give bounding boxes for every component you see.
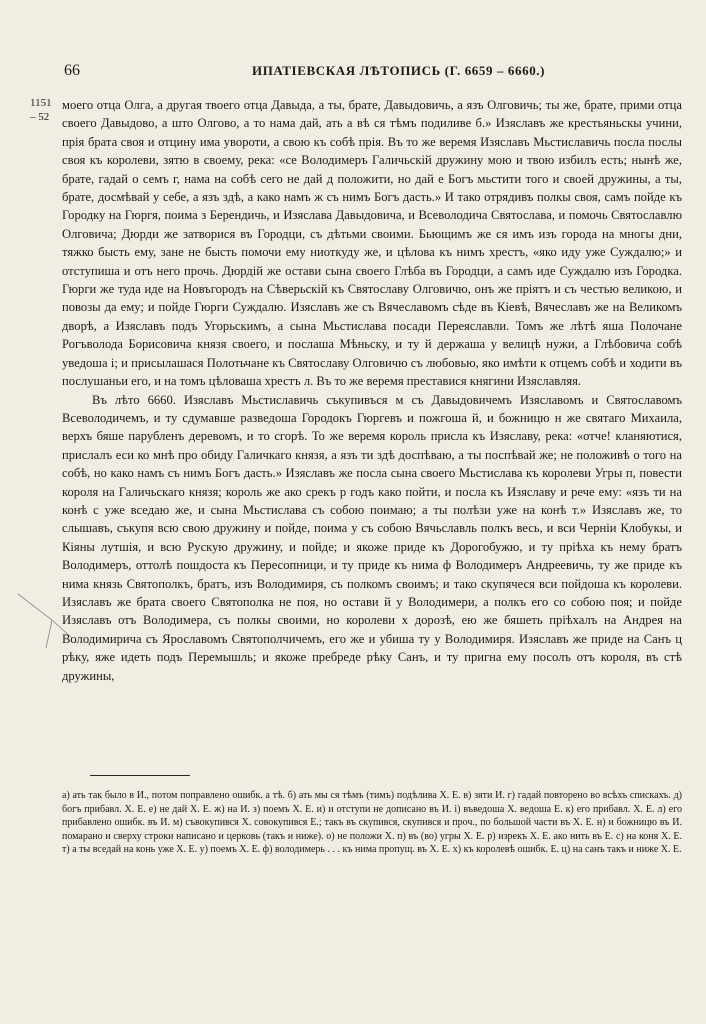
footnotes — [62, 789, 682, 857]
paragraph-1: моего отца Олга, а другая твоего отца Давыда, а ты, брате, Давыдовичь, а язъ Олговичь; ты же, брате, прими отца своего Давыдово, а што Олгово, а то нама дай, ать а вѣ ся тѣмъ подиливе б.» Изяславъ же крестьяньскы учини, прія брата своя и отцину има увороти, а свою къ собѣ прія. Въ то же веремя Изяславъ Мьстиславичь посла послы своя къ королеви, зятю в своему, река: «се Володимеръ Галичьскій дружину мою и твою избилъ есть; нынѣ же, брате, гадай о семъ г, нама на собѣ сего не дай д положити, но дай е Богъ мьстити того и своей дружины, а ты, брате, досмѣвай у себе, а язъ здѣ, а како намъ ж съ нимъ Богъ дасть.» И тако отрядивъ полкы своя, самъ пойде къ Городку на Гюргя, поима з Берендичь, и Изяслава Давыдовича, и Всеволодича Святослава, и помочь Святославлю Олговича; Дюрди же затворися въ Городци, съ дѣтьми своими. Бьющимъ же ся имъ изъ города на многы дни, тяжко бысть ему, зане не бысть помочи ему ниоткуду же, и цѣлова къ нимъ хрестъ, «яко иду уже Суждалю;» и отступиша и отъ него прочь. Дюрдій же остави сына своего Глѣба въ Городци, а самъ иде Суждалю изъ Городка. Гюрги же туда иде на Новъгородъ на Сѣверьскій къ Святославу Олговичю, онъ же пріятъ и съ честью великою, и повозы да ему; и пойде Гюрги Суждалю. Изяславъ же съ Вячеславомъ сѣде въ Кіевѣ, Вячеславъ же на Великомъ дворѣ, а Изяславъ подъ Угорьскимъ, а сына Мьстислава посади Переяславли. Томъ же лѣтѣ яша Полочане Рогъволода Борисовича князя своего, и послаша Мѣньску, и ту й держаша у велицѣ нужи, а Глѣбовича собѣ уведоша і; и присылашася Полотьчане къ Святославу Олговичю съ любовью, яко имѣти к отцемъ собѣ и ходити въ послушаньи его, и на томъ цѣловаша хрестъ л. Въ то же веремя преставися княгини Изяславляя. — [62, 98, 682, 389]
footnote-block: а) ать так было в И., потом поправлено ошибк. а тѣ. б) ать мы ся тѣмъ (тимъ) подѣлива Х. Е. в) зяти И. г) гадай повторено во всѣхъ спискахъ. д) богъ прибавл. Х. Е. е) не дай Х. Е. ж) на И. з) поемъ Х. Е. и) и отступи не дописано въ И. і) въведоша Х. ведоша Е. к) его прибавл. Х. Е. л) его прибавлено ошибк. въ И. м) съвокупився Х. совокупився Е.; такъ въ скупився, скупився и проч., по большой части въ Х. Е. н) и божницю въ И. помарано и сверху строки написано и церковь (такъ и ниже). о) не положи Х. п) въ (во) угры Х. Е. р) изрекъ Х. Е. ако нить въ Е. с) на коня Х. Е. т) а ты вседай на конь уже Х. Е. у) поемъ Х. Е. ф) володимерь . . . къ нима пропущ. въ Х. Е. х) къ королевѣ ошибк. Е. ц) на санъ такъ и ниже Х. Е. — [62, 790, 682, 856]
margin-notes — [30, 96, 66, 124]
footnote-divider — [90, 775, 190, 776]
page-number: 66 — [64, 62, 80, 79]
paragraph-2: Въ лѣто 6660. Изяславъ Мьстиславичь съкупивъся м съ Давыдовичемъ Изяславомъ и Святославомъ Всеволодичемъ, и ту сдумавше разведоша Городокъ Гюргевъ и пожгоша й, и божницю н же святаго Михаила, верхъ бяше парубленъ деревомъ, и то сгорѣ. То же веремя король присла къ Изяславу, река: «отче! кланяютися, прислалъ еси ко мнѣ про обиду Галичкаго князя, а язъ ти здѣ доспѣваю, а ты поспѣвай же; не положивѣ о того на собѣ, но како намъ съ нимъ Богъ дасть.» Изяславъ же посла сына своего Мьстислава къ королеви Угры п, повести короля на Галичьскаго князя; король же ако срекъ р годъ како пойти, и посла къ Изяславу и рече ему: «язъ ти на конѣ с уже вседаю же, и сына Мьстислава съ собою поимаю; а ты полѣзи уже на конѣ т.» Изяславъ же, то слышавъ, съкупя всю свою дружину и пойде, поима у съ собою Вячьславль полкъ весь, и вси Черніи Клобукы, и Кіяны лутшія, и всю Рускую дружину, и пойде; и якоже приде къ Дорогобужю, и ту пріѣха къ нему братъ Володимеръ, оттолѣ пошдоста къ Пересопници, и ту приде къ нима ф Володимеръ Андреевичь, ту же приде къ нима князь Святополкъ, братъ, изъ Володимиря, съ полкомъ своимъ; и тако скупячеся вси пойдоша къ королеви. Изяславъ же брата своего Святополка не поя, но остави й у Володимери, а полкъ его со собою поя; и пойде Изяславъ отъ Володимера, съ полкы своими, но королеви х дорозѣ, ею же бяшеть пріѣхалъ на Андрея на Володимирича съ Ярославомъ Святополчичемъ, его же и убиша ту у Володимиря. Изяславъ же приде на Санъ ц рѣку, яже идеть подъ Перемышль; и якоже пребреде рѣку Санъ, и ту пригна ему посолъ отъ короля, въ стѣ дружины, — [62, 392, 682, 683]
margin-year: 1151 — [30, 97, 52, 109]
running-title: ИПАТІЕВСКАЯ ЛѢТОПИСЬ (Г. 6659 – 6660.) — [252, 63, 546, 78]
main-text — [62, 96, 682, 685]
margin-year-ref: – 52 — [30, 111, 50, 123]
page-header — [62, 60, 680, 82]
